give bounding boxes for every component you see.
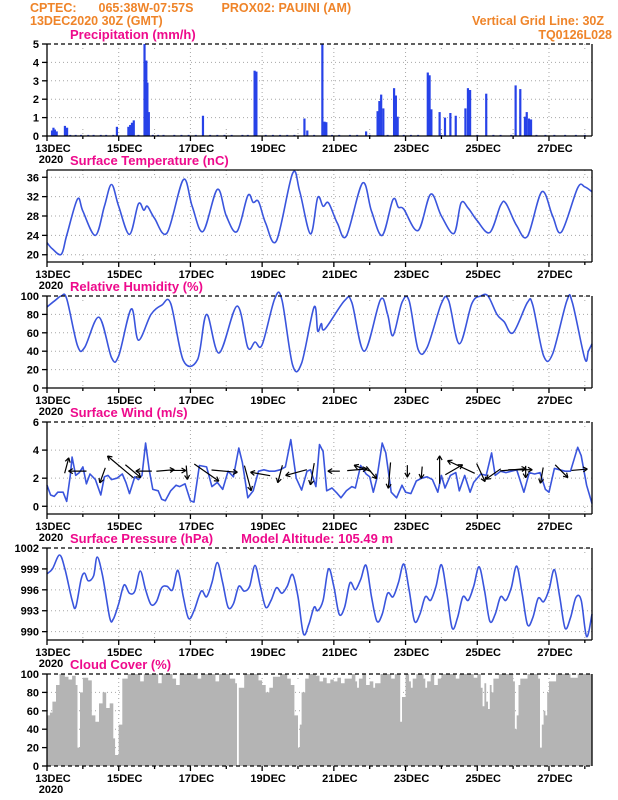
humidity-title: Relative Humidity (%) — [70, 279, 203, 294]
wind-arrow — [477, 464, 486, 482]
x-tick-label: 15DEC — [106, 395, 143, 407]
cloud-area — [47, 674, 592, 766]
precip-bar — [382, 108, 384, 136]
precip-bar — [66, 128, 68, 136]
x-tick-label: 25DEC — [465, 269, 501, 281]
precip-bar — [528, 119, 530, 136]
x-tick-label: 23DEC — [393, 773, 430, 785]
series-line — [47, 171, 592, 255]
x-tick-label: 21DEC — [322, 647, 358, 659]
x-tick-label: 15DEC — [106, 773, 143, 785]
y-tick-label: 20 — [26, 364, 39, 377]
y-tick-label: 1 — [32, 112, 39, 125]
model-altitude-label: Model Altitude: 105.49 m — [241, 531, 394, 546]
y-tick-label: 20 — [26, 742, 39, 755]
wind-title-row — [0, 406, 618, 420]
temperature-title: Surface Temperature (nC) — [70, 153, 229, 168]
y-tick-label: 4 — [32, 445, 39, 458]
y-tick-label: 0 — [32, 131, 39, 143]
org-label: CPTEC: — [30, 1, 77, 15]
precip-bar — [469, 90, 471, 136]
precip-bar — [365, 131, 367, 136]
x-year-label: 2020 — [38, 154, 64, 166]
x-tick-label: 17DEC — [178, 647, 215, 659]
x-tick-label: 19DEC — [250, 143, 286, 155]
series-line — [47, 292, 592, 372]
pressure-title-row — [0, 532, 618, 546]
x-tick-label: 21DEC — [322, 395, 358, 407]
x-tick-label: 17DEC — [178, 395, 215, 407]
x-tick-label: 27DEC — [537, 647, 573, 659]
x-tick-label: 25DEC — [465, 395, 501, 407]
x-tick-label: 27DEC — [537, 521, 573, 533]
site-header — [0, 0, 618, 28]
y-tick-label: 3 — [32, 75, 39, 88]
x-tick-label: 13DEC — [35, 647, 71, 659]
x-tick-label: 23DEC — [393, 395, 430, 407]
x-tick-label: 15DEC — [106, 269, 143, 281]
x-tick-label: 15DEC — [106, 143, 143, 155]
x-tick-label: 21DEC — [322, 521, 358, 533]
y-tick-label: 32 — [26, 191, 39, 204]
wind-arrow — [276, 465, 282, 482]
x-tick-label: 19DEC — [250, 647, 286, 659]
run-date-label: 13DEC2020 30Z (GMT) — [30, 14, 163, 28]
precip-bar — [526, 112, 528, 136]
precip-bar — [303, 119, 305, 136]
x-tick-label: 25DEC — [465, 521, 501, 533]
x-tick-label: 27DEC — [537, 395, 573, 407]
precip-bar — [116, 127, 118, 136]
precip-bar — [455, 116, 457, 136]
x-tick-label: 23DEC — [393, 647, 430, 659]
precipitation-title-row — [0, 28, 618, 42]
x-tick-label: 19DEC — [250, 395, 286, 407]
model-id-label: TQ0126L028 — [538, 28, 612, 42]
precip-bar — [133, 120, 135, 136]
x-tick-label: 21DEC — [322, 143, 358, 155]
x-tick-label: 23DEC — [393, 143, 430, 155]
y-tick-label: 0 — [32, 501, 39, 514]
precip-bar — [515, 85, 517, 136]
precip-bar — [380, 95, 382, 136]
precip-bar — [64, 126, 66, 136]
x-tick-label: 13DEC — [35, 773, 71, 785]
x-tick-label: 21DEC — [322, 269, 358, 281]
wind-arrow — [437, 456, 442, 484]
y-tick-label: 28 — [26, 211, 39, 223]
x-year-label: 2020 — [38, 406, 64, 418]
precip-bar — [430, 109, 432, 136]
wind-arrow — [571, 467, 587, 472]
x-year-label: 2020 — [38, 532, 64, 544]
precip-bar — [306, 130, 308, 136]
y-tick-label: 0 — [32, 383, 39, 395]
cloud-chart — [0, 669, 618, 796]
precip-bar — [56, 131, 58, 136]
wind-arrow — [486, 469, 501, 479]
wind-arrow — [366, 466, 376, 478]
precip-bar — [439, 112, 441, 136]
precip-bar — [397, 117, 399, 136]
x-tick-label: 23DEC — [393, 521, 430, 533]
x-tick-label: 23DEC — [393, 269, 430, 281]
x-tick-label: 17DEC — [178, 269, 215, 281]
x-tick-label: 15DEC — [106, 647, 143, 659]
wind-arrow — [212, 469, 238, 474]
x-year-label: 2020 — [38, 784, 64, 796]
temperature-title-row — [0, 154, 618, 168]
y-tick-label: 993 — [20, 605, 39, 618]
x-tick-label: 19DEC — [250, 269, 286, 281]
precip-bar — [325, 122, 327, 136]
pressure-title: Surface Pressure (hPa) — [70, 531, 214, 546]
precip-bar — [444, 118, 446, 136]
precip-bar — [148, 112, 150, 136]
series-line — [47, 440, 592, 504]
humidity-title-row — [0, 280, 618, 294]
x-tick-label: 13DEC — [35, 143, 71, 155]
x-tick-label: 25DEC — [465, 773, 501, 785]
y-tick-label: 990 — [20, 626, 39, 639]
y-tick-label: 40 — [26, 724, 39, 737]
y-tick-label: 2 — [32, 473, 39, 486]
x-tick-label: 27DEC — [537, 773, 573, 785]
series-line — [47, 555, 592, 637]
x-tick-label: 19DEC — [250, 521, 286, 533]
y-tick-label: 100 — [20, 669, 39, 681]
precip-bar — [519, 89, 521, 136]
x-tick-label: 25DEC — [465, 647, 501, 659]
x-tick-label: 27DEC — [537, 143, 573, 155]
x-tick-label: 19DEC — [250, 773, 286, 785]
y-tick-label: 4 — [32, 57, 39, 70]
y-tick-label: 80 — [26, 687, 39, 700]
cloud-title-row — [0, 658, 618, 672]
y-tick-label: 996 — [20, 584, 39, 597]
x-tick-label: 13DEC — [35, 521, 71, 533]
precip-bar — [530, 119, 532, 136]
y-tick-label: 6 — [32, 417, 39, 429]
y-tick-label: 0 — [32, 761, 39, 773]
x-tick-label: 27DEC — [537, 269, 573, 281]
y-tick-label: 100 — [20, 291, 39, 303]
x-tick-label: 25DEC — [465, 143, 501, 155]
x-tick-label: 21DEC — [322, 773, 358, 785]
coords-label: 065:38W-07:57S — [98, 1, 194, 15]
wind-arrow — [328, 469, 340, 474]
grid-line-label: Vertical Grid Line: 30Z — [472, 14, 604, 28]
wind-arrow — [419, 467, 424, 479]
x-tick-label: 15DEC — [106, 521, 143, 533]
y-tick-label: 60 — [26, 327, 39, 340]
x-year-label: 2020 — [38, 658, 64, 670]
y-tick-label: 36 — [26, 172, 39, 185]
y-tick-label: 999 — [20, 563, 39, 576]
station-label: PROX02: PAUINI (AM) — [221, 1, 352, 15]
wind-arrow — [185, 466, 190, 480]
y-tick-label: 80 — [26, 309, 39, 322]
precip-bar — [464, 108, 466, 136]
x-tick-label: 17DEC — [178, 521, 215, 533]
cloud-title: Cloud Cover (%) — [70, 657, 172, 672]
precip-bar — [321, 44, 323, 136]
wind-title: Surface Wind (m/s) — [70, 405, 188, 420]
precip-bar — [255, 72, 257, 136]
precip-bar — [467, 88, 469, 136]
y-tick-label: 40 — [26, 346, 39, 359]
y-tick-label: 5 — [32, 39, 39, 51]
x-tick-label: 13DEC — [35, 269, 71, 281]
y-tick-label: 24 — [26, 230, 39, 243]
y-tick-label: 60 — [26, 705, 39, 718]
y-tick-label: 20 — [26, 249, 39, 262]
precip-bar — [449, 113, 451, 136]
x-tick-label: 17DEC — [178, 773, 215, 785]
precip-bar — [202, 116, 204, 136]
x-tick-label: 17DEC — [178, 143, 215, 155]
precip-bar — [485, 94, 487, 136]
precipitation-title: Precipitation (mm/h) — [70, 27, 196, 42]
x-year-label: 2020 — [38, 280, 64, 292]
x-tick-label: 13DEC — [35, 395, 71, 407]
y-tick-label: 2 — [32, 94, 39, 107]
y-tick-label: 1002 — [14, 543, 39, 555]
